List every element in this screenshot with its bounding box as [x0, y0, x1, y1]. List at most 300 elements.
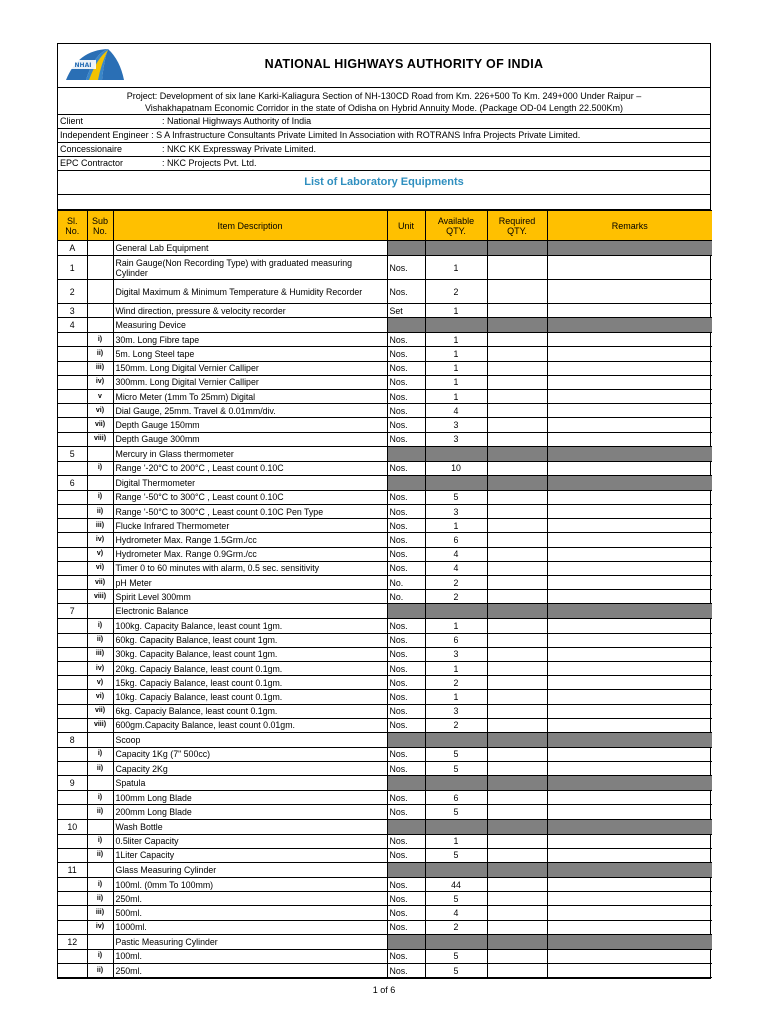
- available-qty-cell: 2: [425, 590, 487, 604]
- remarks-cell: [547, 505, 712, 519]
- unit-cell: Nos.: [387, 404, 425, 418]
- description-cell: Pastic Measuring Cylinder: [113, 934, 387, 949]
- description-cell: 200mm Long Blade: [113, 805, 387, 819]
- required-qty-cell: [487, 318, 547, 333]
- remarks-cell: [547, 619, 712, 633]
- description-cell: pH Meter: [113, 576, 387, 590]
- description-cell: 250ml.: [113, 892, 387, 906]
- description-cell: Spirit Level 300mm: [113, 590, 387, 604]
- sl-cell: 7: [58, 604, 87, 619]
- table-row: [58, 633, 712, 647]
- description-cell: Dial Gauge, 25mm. Travel & 0.01mm/div.: [113, 404, 387, 418]
- group-row: [58, 732, 712, 747]
- sub-cell: i): [87, 878, 113, 892]
- sl-cell: [58, 661, 87, 675]
- group-row: [58, 863, 712, 878]
- required-qty-cell: [487, 241, 547, 256]
- unit-cell: [387, 318, 425, 333]
- unit-cell: [387, 241, 425, 256]
- required-qty-cell: [487, 791, 547, 805]
- unit-cell: Nos.: [387, 561, 425, 575]
- remarks-cell: [547, 576, 712, 590]
- description-cell: 20kg. Capaciy Balance, least count 0.1gm.: [113, 661, 387, 675]
- description-cell: Hydrometer Max. Range 0.9Grm./cc: [113, 547, 387, 561]
- table-row: [58, 647, 712, 661]
- description-cell: Flucke Infrared Thermometer: [113, 519, 387, 533]
- sl-cell: [58, 389, 87, 403]
- table-row: [58, 920, 712, 934]
- unit-cell: Nos.: [387, 547, 425, 561]
- remarks-cell: [547, 404, 712, 418]
- sl-cell: [58, 747, 87, 761]
- available-qty-cell: 3: [425, 432, 487, 446]
- sub-cell: v): [87, 676, 113, 690]
- table-row: [58, 461, 712, 475]
- table-row: [58, 256, 712, 280]
- remarks-cell: [547, 418, 712, 432]
- available-qty-cell: 1: [425, 333, 487, 347]
- required-qty-cell: [487, 304, 547, 318]
- required-qty-cell: [487, 604, 547, 619]
- group-row: [58, 241, 712, 256]
- required-qty-cell: [487, 878, 547, 892]
- sl-cell: A: [58, 241, 87, 256]
- sl-cell: [58, 505, 87, 519]
- sub-cell: vii): [87, 576, 113, 590]
- remarks-cell: [547, 920, 712, 934]
- remarks-cell: [547, 561, 712, 575]
- available-qty-cell: [425, 934, 487, 949]
- sub-cell: v: [87, 389, 113, 403]
- description-cell: Range '-50°C to 300°C , Least count 0.10C: [113, 490, 387, 504]
- unit-cell: Nos.: [387, 892, 425, 906]
- remarks-cell: [547, 389, 712, 403]
- sl-cell: 11: [58, 863, 87, 878]
- unit-cell: Nos.: [387, 690, 425, 704]
- unit-cell: [387, 446, 425, 461]
- available-qty-cell: 10: [425, 461, 487, 475]
- epc-label: EPC Contractor: [60, 158, 124, 168]
- description-cell: 60kg. Capacity Balance, least count 1gm.: [113, 633, 387, 647]
- required-qty-cell: [487, 762, 547, 776]
- table-header-row: [58, 211, 712, 241]
- project-line-1: Project: Development of six lane Karki-Kaliagura Section of NH-130CD Road from Km. 226+500 To Km. 249+000 Under Raipur –: [126, 91, 642, 101]
- required-qty-cell: [487, 432, 547, 446]
- remarks-cell: [547, 878, 712, 892]
- unit-cell: Nos.: [387, 704, 425, 718]
- available-qty-cell: 3: [425, 505, 487, 519]
- engineer-row: Independent Engineer : S A Infrastructure Consultants Private Limited In Association with ROTRANS Infra Projects Private Limited.: [58, 129, 710, 143]
- available-qty-cell: 4: [425, 547, 487, 561]
- description-cell: 100mm Long Blade: [113, 791, 387, 805]
- table-row: [58, 704, 712, 718]
- table-row: [58, 304, 712, 318]
- sl-cell: 12: [58, 934, 87, 949]
- sub-cell: i): [87, 949, 113, 963]
- sub-cell: ii): [87, 848, 113, 862]
- sub-cell: i): [87, 747, 113, 761]
- sub-cell: iv): [87, 375, 113, 389]
- unit-cell: Set: [387, 304, 425, 318]
- remarks-cell: [547, 490, 712, 504]
- required-qty-cell: [487, 361, 547, 375]
- sl-cell: [58, 576, 87, 590]
- sub-cell: [87, 280, 113, 304]
- client-row: [58, 115, 710, 129]
- available-qty-cell: 1: [425, 375, 487, 389]
- available-qty-cell: 6: [425, 633, 487, 647]
- sl-cell: 4: [58, 318, 87, 333]
- table-row: [58, 547, 712, 561]
- table-row: [58, 361, 712, 375]
- sub-cell: vii): [87, 704, 113, 718]
- available-qty-cell: 2: [425, 576, 487, 590]
- sub-cell: [87, 318, 113, 333]
- remarks-cell: [547, 256, 712, 280]
- available-qty-cell: 1: [425, 361, 487, 375]
- group-row: [58, 318, 712, 333]
- unit-cell: [387, 475, 425, 490]
- sl-cell: [58, 361, 87, 375]
- available-qty-cell: 5: [425, 490, 487, 504]
- available-qty-cell: [425, 446, 487, 461]
- description-cell: 10kg. Capaciy Balance, least count 0.1gm.: [113, 690, 387, 704]
- spacer-row: [58, 195, 710, 210]
- sl-cell: [58, 404, 87, 418]
- remarks-cell: [547, 834, 712, 848]
- available-qty-cell: [425, 318, 487, 333]
- table-row: [58, 404, 712, 418]
- description-cell: Digital Thermometer: [113, 475, 387, 490]
- required-qty-cell: [487, 819, 547, 834]
- unit-cell: Nos.: [387, 676, 425, 690]
- table-row: [58, 892, 712, 906]
- description-cell: Mercury in Glass thermometer: [113, 446, 387, 461]
- table-row: [58, 561, 712, 575]
- remarks-cell: [547, 934, 712, 949]
- required-qty-cell: [487, 404, 547, 418]
- sl-cell: 3: [58, 304, 87, 318]
- sub-cell: iv): [87, 661, 113, 675]
- sub-cell: vi): [87, 561, 113, 575]
- sub-cell: [87, 256, 113, 280]
- unit-cell: Nos.: [387, 619, 425, 633]
- unit-cell: Nos.: [387, 633, 425, 647]
- unit-cell: No.: [387, 590, 425, 604]
- sl-cell: [58, 533, 87, 547]
- required-qty-cell: [487, 718, 547, 732]
- unit-cell: Nos.: [387, 949, 425, 963]
- table-row: [58, 906, 712, 920]
- description-cell: Rain Gauge(Non Recording Type) with graduated measuring Cylinder: [113, 256, 387, 280]
- available-qty-cell: 1: [425, 519, 487, 533]
- sl-cell: 6: [58, 475, 87, 490]
- table-row: [58, 718, 712, 732]
- remarks-cell: [547, 547, 712, 561]
- available-qty-cell: 3: [425, 647, 487, 661]
- project-description: [58, 88, 710, 115]
- required-qty-cell: [487, 906, 547, 920]
- sl-cell: [58, 848, 87, 862]
- unit-cell: Nos.: [387, 361, 425, 375]
- sl-cell: [58, 906, 87, 920]
- description-cell: 150mm. Long Digital Vernier Calliper: [113, 361, 387, 375]
- available-qty-cell: 1: [425, 690, 487, 704]
- sub-cell: i): [87, 461, 113, 475]
- available-qty-cell: 6: [425, 791, 487, 805]
- sub-cell: v): [87, 547, 113, 561]
- sub-cell: iii): [87, 906, 113, 920]
- sl-cell: [58, 718, 87, 732]
- group-row: [58, 776, 712, 791]
- required-qty-cell: [487, 934, 547, 949]
- remarks-cell: [547, 747, 712, 761]
- description-cell: 30kg. Capacity Balance, least count 1gm.: [113, 647, 387, 661]
- required-qty-cell: [487, 776, 547, 791]
- list-title: List of Laboratory Equipments: [58, 171, 710, 195]
- remarks-cell: [547, 318, 712, 333]
- sub-cell: vii): [87, 418, 113, 432]
- required-qty-cell: [487, 848, 547, 862]
- unit-cell: Nos.: [387, 661, 425, 675]
- client-value: : National Highways Authority of India: [162, 116, 312, 126]
- unit-cell: Nos.: [387, 791, 425, 805]
- equipment-table: [58, 210, 712, 978]
- sl-cell: [58, 519, 87, 533]
- sl-cell: 2: [58, 280, 87, 304]
- remarks-cell: [547, 762, 712, 776]
- description-cell: Depth Gauge 300mm: [113, 432, 387, 446]
- group-row: [58, 475, 712, 490]
- sl-cell: [58, 590, 87, 604]
- required-qty-cell: [487, 920, 547, 934]
- required-qty-cell: [487, 633, 547, 647]
- title-row: [58, 44, 710, 88]
- required-qty-cell: [487, 375, 547, 389]
- sub-cell: ii): [87, 892, 113, 906]
- table-row: [58, 791, 712, 805]
- remarks-cell: [547, 375, 712, 389]
- description-cell: Hydrometer Max. Range 1.5Grm./cc: [113, 533, 387, 547]
- available-qty-cell: 5: [425, 805, 487, 819]
- remarks-cell: [547, 304, 712, 318]
- sl-cell: [58, 432, 87, 446]
- unit-cell: Nos.: [387, 333, 425, 347]
- table-row: [58, 690, 712, 704]
- group-row: [58, 446, 712, 461]
- description-cell: 500ml.: [113, 906, 387, 920]
- description-cell: 1000ml.: [113, 920, 387, 934]
- unit-cell: Nos.: [387, 718, 425, 732]
- description-cell: 100ml. (0mm To 100mm): [113, 878, 387, 892]
- available-qty-cell: 1: [425, 661, 487, 675]
- unit-cell: Nos.: [387, 963, 425, 977]
- sl-cell: [58, 619, 87, 633]
- required-qty-cell: [487, 333, 547, 347]
- available-qty-cell: 2: [425, 280, 487, 304]
- sub-cell: [87, 863, 113, 878]
- required-qty-cell: [487, 949, 547, 963]
- required-qty-cell: [487, 747, 547, 761]
- remarks-cell: [547, 819, 712, 834]
- description-cell: 30m. Long Fibre tape: [113, 333, 387, 347]
- remarks-cell: [547, 661, 712, 675]
- table-row: [58, 834, 712, 848]
- available-qty-cell: 5: [425, 762, 487, 776]
- unit-cell: Nos.: [387, 747, 425, 761]
- table-row: [58, 375, 712, 389]
- available-qty-cell: 5: [425, 892, 487, 906]
- available-qty-cell: 1: [425, 256, 487, 280]
- description-cell: Range '-50°C to 300°C , Least count 0.10C Pen Type: [113, 505, 387, 519]
- required-qty-cell: [487, 490, 547, 504]
- unit-cell: [387, 604, 425, 619]
- description-cell: 5m. Long Steel tape: [113, 347, 387, 361]
- unit-cell: Nos.: [387, 389, 425, 403]
- sub-cell: iii): [87, 647, 113, 661]
- description-cell: Spatula: [113, 776, 387, 791]
- sl-cell: [58, 704, 87, 718]
- description-cell: 0.5liter Capacity: [113, 834, 387, 848]
- available-qty-cell: 1: [425, 834, 487, 848]
- available-qty-cell: 5: [425, 949, 487, 963]
- col-unit-header: Unit: [387, 211, 425, 241]
- description-cell: Scoop: [113, 732, 387, 747]
- required-qty-cell: [487, 676, 547, 690]
- sub-cell: ii): [87, 505, 113, 519]
- remarks-cell: [547, 280, 712, 304]
- description-cell: 300mm. Long Digital Vernier Calliper: [113, 375, 387, 389]
- unit-cell: Nos.: [387, 418, 425, 432]
- sub-cell: ii): [87, 963, 113, 977]
- sub-cell: ii): [87, 762, 113, 776]
- available-qty-cell: 5: [425, 963, 487, 977]
- remarks-cell: [547, 863, 712, 878]
- unit-cell: No.: [387, 576, 425, 590]
- description-cell: Wind direction, pressure & velocity recorder: [113, 304, 387, 318]
- description-cell: General Lab Equipment: [113, 241, 387, 256]
- description-cell: Glass Measuring Cylinder: [113, 863, 387, 878]
- description-cell: Wash Bottle: [113, 819, 387, 834]
- available-qty-cell: [425, 241, 487, 256]
- description-cell: Electronic Balance: [113, 604, 387, 619]
- remarks-cell: [547, 676, 712, 690]
- table-row: [58, 661, 712, 675]
- required-qty-cell: [487, 661, 547, 675]
- sl-cell: [58, 892, 87, 906]
- sub-cell: [87, 604, 113, 619]
- unit-cell: [387, 934, 425, 949]
- sub-cell: [87, 776, 113, 791]
- available-qty-cell: 5: [425, 848, 487, 862]
- sl-cell: [58, 690, 87, 704]
- unit-cell: Nos.: [387, 533, 425, 547]
- remarks-cell: [547, 333, 712, 347]
- table-row: [58, 576, 712, 590]
- unit-cell: Nos.: [387, 256, 425, 280]
- col-sl-header: Sl. No.: [58, 211, 87, 241]
- table-row: [58, 505, 712, 519]
- sub-cell: ii): [87, 633, 113, 647]
- table-row: [58, 418, 712, 432]
- required-qty-cell: [487, 280, 547, 304]
- sub-cell: [87, 446, 113, 461]
- sl-cell: [58, 762, 87, 776]
- sl-cell: [58, 805, 87, 819]
- sub-cell: [87, 304, 113, 318]
- description-cell: 250ml.: [113, 963, 387, 977]
- table-row: [58, 747, 712, 761]
- col-desc-header: Item Description: [113, 211, 387, 241]
- available-qty-cell: [425, 475, 487, 490]
- page-number: 1 of 6: [372, 985, 396, 995]
- sub-cell: viii): [87, 590, 113, 604]
- unit-cell: Nos.: [387, 834, 425, 848]
- table-row: [58, 432, 712, 446]
- table-row: [58, 389, 712, 403]
- sub-cell: ii): [87, 347, 113, 361]
- description-cell: 1Liter Capacity: [113, 848, 387, 862]
- remarks-cell: [547, 461, 712, 475]
- available-qty-cell: [425, 863, 487, 878]
- available-qty-cell: 1: [425, 619, 487, 633]
- required-qty-cell: [487, 418, 547, 432]
- unit-cell: Nos.: [387, 347, 425, 361]
- sl-cell: [58, 375, 87, 389]
- remarks-cell: [547, 732, 712, 747]
- sl-cell: 5: [58, 446, 87, 461]
- description-cell: Capacity 1Kg (7" 500cc): [113, 747, 387, 761]
- sl-cell: [58, 963, 87, 977]
- sl-cell: [58, 834, 87, 848]
- sl-cell: [58, 949, 87, 963]
- table-row: [58, 333, 712, 347]
- sub-cell: iii): [87, 519, 113, 533]
- sl-cell: [58, 333, 87, 347]
- sub-cell: [87, 934, 113, 949]
- remarks-cell: [547, 949, 712, 963]
- required-qty-cell: [487, 561, 547, 575]
- page-title: NATIONAL HIGHWAYS AUTHORITY OF INDIA: [264, 57, 544, 71]
- required-qty-cell: [487, 963, 547, 977]
- sl-cell: [58, 920, 87, 934]
- table-row: [58, 848, 712, 862]
- remarks-cell: [547, 347, 712, 361]
- sl-cell: [58, 647, 87, 661]
- table-row: [58, 490, 712, 504]
- description-cell: Micro Meter (1mm To 25mm) Digital: [113, 389, 387, 403]
- sub-cell: [87, 475, 113, 490]
- unit-cell: [387, 819, 425, 834]
- unit-cell: [387, 863, 425, 878]
- remarks-cell: [547, 633, 712, 647]
- available-qty-cell: 44: [425, 878, 487, 892]
- remarks-cell: [547, 906, 712, 920]
- remarks-cell: [547, 805, 712, 819]
- group-row: [58, 604, 712, 619]
- available-qty-cell: 1: [425, 347, 487, 361]
- available-qty-cell: 3: [425, 704, 487, 718]
- table-body: [58, 241, 712, 978]
- available-qty-cell: [425, 819, 487, 834]
- remarks-cell: [547, 432, 712, 446]
- table-row: [58, 805, 712, 819]
- required-qty-cell: [487, 619, 547, 633]
- sl-cell: 10: [58, 819, 87, 834]
- epc-value: : NKC Projects Pvt. Ltd.: [162, 158, 257, 168]
- required-qty-cell: [487, 347, 547, 361]
- description-cell: 15kg. Capaciy Balance, least count 0.1gm.: [113, 676, 387, 690]
